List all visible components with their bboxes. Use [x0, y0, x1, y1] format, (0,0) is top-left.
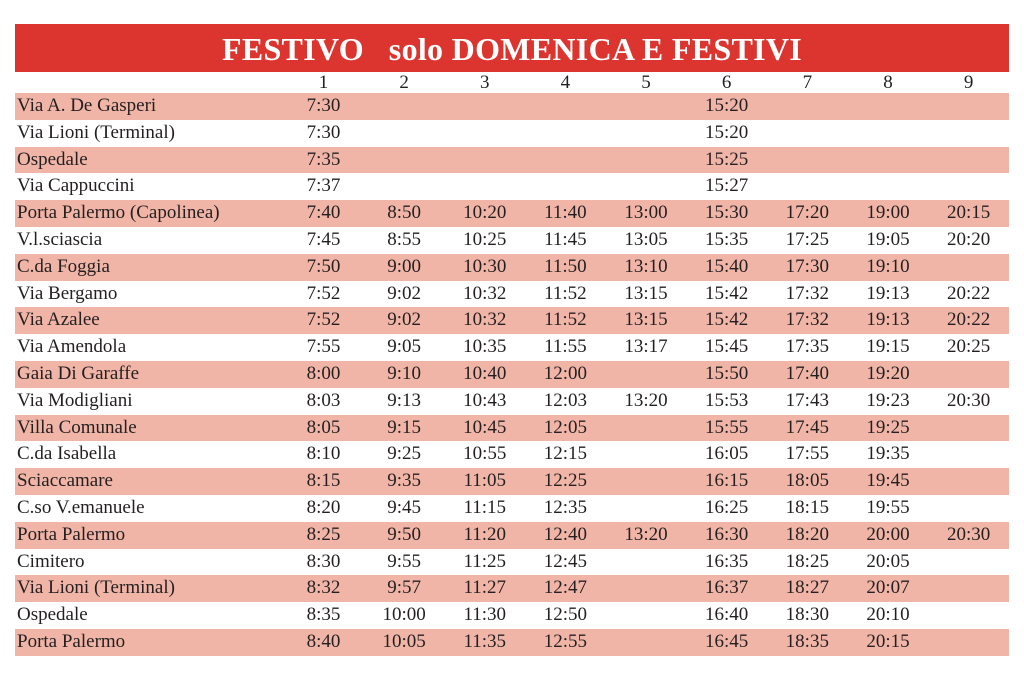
departure-time: 11:45	[544, 228, 587, 250]
departure-time: 13:05	[624, 228, 668, 250]
departure-time	[767, 93, 848, 120]
departure-time: 9:57	[364, 575, 445, 602]
departure-time: 11:20	[444, 522, 525, 549]
departure-time: 15:20	[686, 93, 767, 120]
departure-time	[525, 173, 606, 200]
departure-time: 11:50	[525, 254, 606, 281]
stop-name: Ospedale	[15, 147, 283, 174]
departure-time: 16:05	[705, 443, 749, 465]
table-row	[15, 441, 1009, 468]
run-number-header: 6	[721, 72, 732, 93]
departure-time: 15:50	[686, 361, 767, 388]
departure-time: 10:25	[463, 228, 507, 250]
departure-time: 18:05	[767, 468, 848, 495]
departure-time: 16:37	[686, 575, 767, 602]
departure-time: 11:27	[444, 575, 525, 602]
stop-name: Gaia Di Garaffe	[15, 361, 283, 388]
departure-time: 20:07	[848, 575, 929, 602]
departure-time: 8:40	[283, 629, 364, 656]
table-row	[15, 93, 1009, 120]
departure-time: 7:30	[283, 93, 364, 120]
departure-time	[928, 93, 1009, 120]
stop-name: Villa Comunale	[15, 415, 283, 442]
departure-time	[606, 173, 687, 200]
departure-time: 17:32	[767, 307, 848, 334]
departure-time: 15:20	[705, 121, 749, 143]
departure-time	[928, 173, 1009, 200]
departure-time: 8:32	[283, 575, 364, 602]
table-row	[15, 307, 1009, 334]
departure-time	[364, 93, 445, 120]
departure-time: 18:27	[767, 575, 848, 602]
departure-time: 19:15	[866, 336, 910, 358]
departure-time: 10:55	[463, 443, 507, 465]
departure-time: 18:20	[767, 522, 848, 549]
table-row	[15, 254, 1009, 281]
departure-time	[525, 93, 606, 120]
departure-time: 8:50	[364, 200, 445, 227]
table-row	[15, 361, 1009, 388]
departure-time: 12:15	[543, 443, 588, 465]
departure-time: 8:20	[306, 496, 341, 518]
departure-time: 9:05	[387, 336, 421, 358]
departure-time: 12:35	[543, 496, 588, 518]
departure-time: 12:00	[525, 361, 606, 388]
departure-time: 19:00	[848, 200, 929, 227]
departure-time: 8:03	[306, 389, 341, 411]
departure-time: 12:50	[543, 604, 588, 626]
departure-time	[848, 120, 929, 147]
departure-time: 20:05	[866, 550, 910, 572]
departure-time	[364, 120, 445, 147]
table-row	[15, 495, 1009, 522]
departure-time: 9:45	[387, 496, 421, 518]
table-row	[15, 629, 1009, 656]
departure-time: 19:55	[866, 496, 910, 518]
departure-time: 9:02	[364, 307, 445, 334]
stop-name: Via Lioni (Terminal)	[15, 575, 283, 602]
departure-time: 17:30	[767, 254, 848, 281]
departure-time: 17:45	[767, 415, 848, 442]
departure-time: 20:15	[928, 200, 1009, 227]
departure-time	[364, 173, 445, 200]
departure-time: 19:25	[848, 415, 929, 442]
departure-time: 15:30	[686, 200, 767, 227]
departure-time: 8:35	[306, 604, 341, 626]
stop-name: Sciaccamare	[15, 468, 283, 495]
departure-time: 15:45	[705, 336, 749, 358]
departure-time: 15:25	[686, 147, 767, 174]
departure-time: 10:20	[444, 200, 525, 227]
departure-time: 17:43	[785, 389, 829, 411]
departure-time: 11:15	[463, 496, 507, 518]
departure-time	[928, 629, 1009, 656]
departure-time	[606, 415, 687, 442]
departure-time: 7:37	[306, 175, 341, 197]
run-number-header: 9	[963, 72, 974, 93]
departure-time	[606, 147, 687, 174]
departure-time: 11:30	[463, 604, 507, 626]
departure-time: 8:00	[283, 361, 364, 388]
departure-time: 10:00	[382, 604, 426, 626]
departure-time: 19:35	[866, 443, 910, 465]
timetable-title: FESTIVO solo DOMENICA E FESTIVI	[15, 24, 1009, 72]
departure-time: 20:15	[848, 629, 929, 656]
departure-time: 9:55	[387, 550, 421, 572]
departure-time	[848, 93, 929, 120]
run-number-header: 7	[802, 72, 813, 93]
departure-time: 19:13	[866, 282, 910, 304]
departure-time	[606, 468, 687, 495]
stop-name: Via Amendola	[17, 336, 127, 358]
run-number-header: 1	[318, 72, 329, 93]
departure-time: 9:25	[387, 443, 421, 465]
stop-name: Ospedale	[17, 604, 88, 626]
departure-time: 18:15	[785, 496, 829, 518]
departure-time: 7:52	[283, 307, 364, 334]
departure-time: 12:40	[525, 522, 606, 549]
table-row	[15, 468, 1009, 495]
stop-name: V.l.sciascia	[17, 228, 103, 250]
departure-time	[928, 415, 1009, 442]
stop-column-header	[15, 72, 283, 93]
stop-name: C.da Isabella	[17, 443, 117, 465]
schedule-body	[15, 93, 1009, 656]
departure-time: 12:25	[525, 468, 606, 495]
stop-name: Porta Palermo	[15, 629, 283, 656]
departure-time	[928, 147, 1009, 174]
departure-time	[606, 495, 687, 522]
departure-time: 15:42	[686, 307, 767, 334]
departure-time: 11:52	[525, 307, 606, 334]
stop-name: Via Bergamo	[17, 282, 118, 304]
departure-time	[444, 120, 525, 147]
departure-time	[928, 120, 1009, 147]
departure-time: 13:15	[624, 282, 668, 304]
departure-time: 9:50	[364, 522, 445, 549]
stop-name: Cimitero	[17, 550, 85, 572]
departure-time: 17:25	[785, 228, 829, 250]
table-row	[15, 388, 1009, 415]
departure-time: 8:05	[283, 415, 364, 442]
departure-time: 13:10	[606, 254, 687, 281]
departure-time: 20:22	[928, 307, 1009, 334]
departure-time: 11:25	[463, 550, 507, 572]
departure-time: 10:32	[463, 282, 507, 304]
departure-time	[525, 147, 606, 174]
departure-time	[606, 361, 687, 388]
departure-time: 20:22	[947, 282, 991, 304]
departure-time: 11:40	[525, 200, 606, 227]
departure-time: 9:35	[364, 468, 445, 495]
table-row	[15, 227, 1009, 254]
table-row	[15, 575, 1009, 602]
departure-time	[928, 441, 1009, 468]
departure-time	[606, 120, 687, 147]
stop-name: Via Modigliani	[17, 389, 133, 411]
departure-time	[928, 495, 1009, 522]
stop-name: Via Cappuccini	[17, 175, 135, 197]
departure-time: 8:25	[283, 522, 364, 549]
departure-time	[444, 147, 525, 174]
run-number-header: 8	[883, 72, 893, 93]
departure-time: 9:02	[387, 282, 421, 304]
departure-time: 8:10	[306, 443, 341, 465]
table-row	[15, 281, 1009, 308]
departure-time: 15:55	[686, 415, 767, 442]
departure-time: 7:50	[283, 254, 364, 281]
departure-time: 15:40	[686, 254, 767, 281]
departure-time	[606, 441, 687, 468]
departure-time: 16:15	[686, 468, 767, 495]
departure-time	[444, 93, 525, 120]
departure-time: 20:00	[848, 522, 929, 549]
departure-time: 17:35	[785, 336, 829, 358]
departure-time: 8:30	[306, 550, 341, 572]
departure-time	[767, 173, 848, 200]
departure-time: 17:20	[767, 200, 848, 227]
departure-time: 11:52	[544, 282, 587, 304]
departure-time: 9:10	[364, 361, 445, 388]
departure-time: 19:45	[848, 468, 929, 495]
departure-time	[928, 361, 1009, 388]
departure-time: 19:23	[866, 389, 910, 411]
departure-time: 9:15	[364, 415, 445, 442]
table-row	[15, 602, 1009, 629]
departure-time: 18:35	[767, 629, 848, 656]
departure-time	[525, 120, 606, 147]
run-number-header: 5	[641, 72, 651, 93]
departure-time: 18:25	[785, 550, 829, 572]
departure-time: 19:13	[848, 307, 929, 334]
departure-time	[444, 173, 525, 200]
departure-time: 17:55	[785, 443, 829, 465]
departure-time: 15:42	[705, 282, 749, 304]
departure-time: 7:35	[283, 147, 364, 174]
departure-time: 15:53	[705, 389, 749, 411]
departure-time: 7:52	[306, 282, 341, 304]
departure-time	[606, 629, 687, 656]
timetable	[15, 24, 1009, 656]
table-row	[15, 147, 1009, 174]
departure-time	[928, 468, 1009, 495]
stop-name: C.da Foggia	[15, 254, 283, 281]
departure-time	[606, 549, 687, 576]
departure-time	[606, 93, 687, 120]
table-row	[15, 173, 1009, 200]
departure-time: 13:20	[624, 389, 668, 411]
departure-time: 9:13	[387, 389, 421, 411]
departure-time: 10:32	[444, 307, 525, 334]
departure-time	[767, 147, 848, 174]
departure-time: 19:05	[866, 228, 910, 250]
departure-time: 18:30	[785, 604, 829, 626]
departure-time	[928, 254, 1009, 281]
departure-time: 20:30	[947, 389, 991, 411]
stop-name: Via Lioni (Terminal)	[17, 121, 175, 143]
departure-time: 13:20	[606, 522, 687, 549]
departure-time: 11:55	[544, 336, 587, 358]
table-row	[15, 120, 1009, 147]
departure-time: 10:45	[444, 415, 525, 442]
departure-time: 10:05	[364, 629, 445, 656]
departure-time	[606, 602, 687, 629]
departure-time: 7:30	[306, 121, 341, 143]
column-header-row	[15, 72, 1009, 93]
departure-time: 12:47	[525, 575, 606, 602]
stop-name: Via Azalee	[15, 307, 283, 334]
departure-time: 11:35	[444, 629, 525, 656]
departure-time: 9:00	[364, 254, 445, 281]
departure-time: 12:55	[525, 629, 606, 656]
departure-time: 15:35	[705, 228, 749, 250]
departure-time: 10:30	[444, 254, 525, 281]
departure-time: 7:55	[306, 336, 341, 358]
table-row	[15, 334, 1009, 361]
departure-time: 7:40	[283, 200, 364, 227]
departure-time: 10:43	[463, 389, 507, 411]
departure-time	[767, 120, 848, 147]
departure-time: 17:40	[767, 361, 848, 388]
departure-time: 16:45	[686, 629, 767, 656]
table-row	[15, 522, 1009, 549]
departure-time: 8:55	[387, 228, 421, 250]
departure-time: 10:40	[444, 361, 525, 388]
departure-time: 16:35	[705, 550, 749, 572]
departure-time	[848, 173, 929, 200]
departure-time: 20:30	[928, 522, 1009, 549]
departure-time: 7:45	[306, 228, 341, 250]
departure-time: 17:32	[785, 282, 829, 304]
departure-time: 20:10	[866, 604, 910, 626]
run-number-header: 4	[560, 72, 571, 93]
table-row	[15, 549, 1009, 576]
stop-name: Via A. De Gasperi	[15, 93, 283, 120]
schedule-table	[15, 72, 1009, 656]
departure-time: 16:40	[705, 604, 749, 626]
departure-time	[928, 575, 1009, 602]
departure-time: 16:30	[686, 522, 767, 549]
table-row	[15, 415, 1009, 442]
departure-time	[928, 602, 1009, 629]
departure-time: 11:05	[444, 468, 525, 495]
stop-name: Porta Palermo (Capolinea)	[15, 200, 283, 227]
stop-name: C.so V.emanuele	[17, 496, 145, 518]
stop-name: Porta Palermo	[15, 522, 283, 549]
departure-time: 20:20	[947, 228, 991, 250]
table-row	[15, 200, 1009, 227]
departure-time: 13:00	[606, 200, 687, 227]
departure-time: 8:15	[283, 468, 364, 495]
departure-time	[928, 549, 1009, 576]
departure-time: 13:15	[606, 307, 687, 334]
departure-time: 20:25	[947, 336, 991, 358]
departure-time	[364, 147, 445, 174]
departure-time	[848, 147, 929, 174]
departure-time: 13:17	[624, 336, 668, 358]
departure-time: 16:25	[705, 496, 749, 518]
run-number-header: 3	[480, 72, 490, 93]
departure-time: 19:20	[848, 361, 929, 388]
departure-time: 12:45	[543, 550, 588, 572]
departure-time: 10:35	[463, 336, 507, 358]
departure-time: 12:03	[543, 389, 588, 411]
departure-time: 15:27	[705, 175, 749, 197]
departure-time: 19:10	[848, 254, 929, 281]
departure-time: 12:05	[525, 415, 606, 442]
run-number-header: 2	[399, 72, 409, 93]
departure-time	[606, 575, 687, 602]
